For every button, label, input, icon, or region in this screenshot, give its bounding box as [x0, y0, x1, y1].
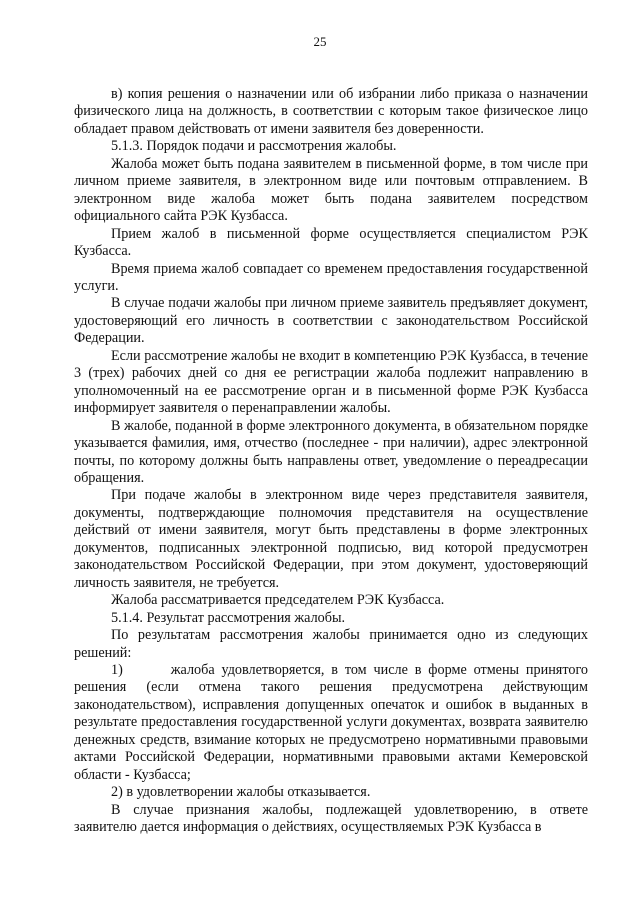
paragraph: Время приема жалоб совпадает со временем предоставления государственной услуги.	[74, 260, 588, 294]
paragraph: Жалоба может быть подана заявителем в письменной форме, в том числе при личном приеме заявителя, в электронном виде или почтовым отправлением. В электронном виде жалоба может быть подана заявителем посредством официального сайта РЭК Кузбасса.	[74, 155, 588, 225]
paragraph: в) копия решения о назначении или об избрании либо приказа о назначении физического лица на должность, в соответствии с которым такое физическое лицо обладает правом действовать от имени заявителя без доверенности.	[74, 86, 588, 137]
paragraph: Если рассмотрение жалобы не входит в компетенцию РЭК Кузбасса, в течение 3 (трех) рабочих дней со дня ее регистрации жалоба подлежит направлению в уполномоченный на ее рассмотрение орган и в письменной форме РЭК Кузбасса информирует заявителя о перенаправлении жалобы.	[74, 347, 588, 417]
paragraph: В случае подачи жалобы при личном приеме заявитель предъявляет документ, удостоверяющий его личность в соответствии с законодательством Российской Федерации.	[74, 295, 588, 347]
document-body	[74, 86, 588, 836]
paragraph: В жалобе, поданной в форме электронного документа, в обязательном порядке указывается фамилия, имя, отчество (последнее - при наличии), адрес электронной почты, по которому должны быть направлены ответ, уведомление о переадресации обращения.	[74, 417, 588, 486]
paragraph: В случае признания жалобы, подлежащей удовлетворению, в ответе заявителю дается информация о действиях, осуществляемых РЭК Кузбасса в	[74, 801, 588, 836]
paragraph: По результатам рассмотрения жалобы принимается одно из следующих решений:	[74, 627, 588, 661]
section-heading: 5.1.4. Результат рассмотрения жалобы.	[111, 609, 346, 626]
page-number: 25	[313, 34, 327, 49]
paragraph: Жалоба рассматривается председателем РЭК Кузбасса.	[111, 592, 445, 609]
paragraph: При подаче жалобы в электронном виде через представителя заявителя, документы, подтверждающие полномочия представителя на осуществление действий от имени заявителя, могут быть представлены в форме электронных документов, подписанных электронной подписью, вид которой предусмотрен законодательством Российской Федерации, при этом документ, удостоверяющий личность заявителя, не требуется.	[74, 487, 588, 591]
list-item: 2) в удовлетворении жалобы отказывается.	[111, 784, 371, 801]
paragraph: Прием жалоб в письменной форме осуществляется специалистом РЭК Кузбасса.	[74, 225, 588, 260]
section-heading: 5.1.3. Порядок подачи и рассмотрения жалобы.	[111, 138, 397, 155]
list-item: 1) жалоба удовлетворяется, в том числе в форме отмены принятого решения (если отмена такого решения предусмотрена действующим законодательством), исправления допущенных опечаток и ошибок в выданных в результате предоставления государственной услуги документах, возврата заявителю денежных средств, взимание которых не предусмотрено нормативными правовыми актами Российской Федерации, нормативными правовыми актами Кемеровской области - Кузбасса;	[74, 661, 588, 783]
